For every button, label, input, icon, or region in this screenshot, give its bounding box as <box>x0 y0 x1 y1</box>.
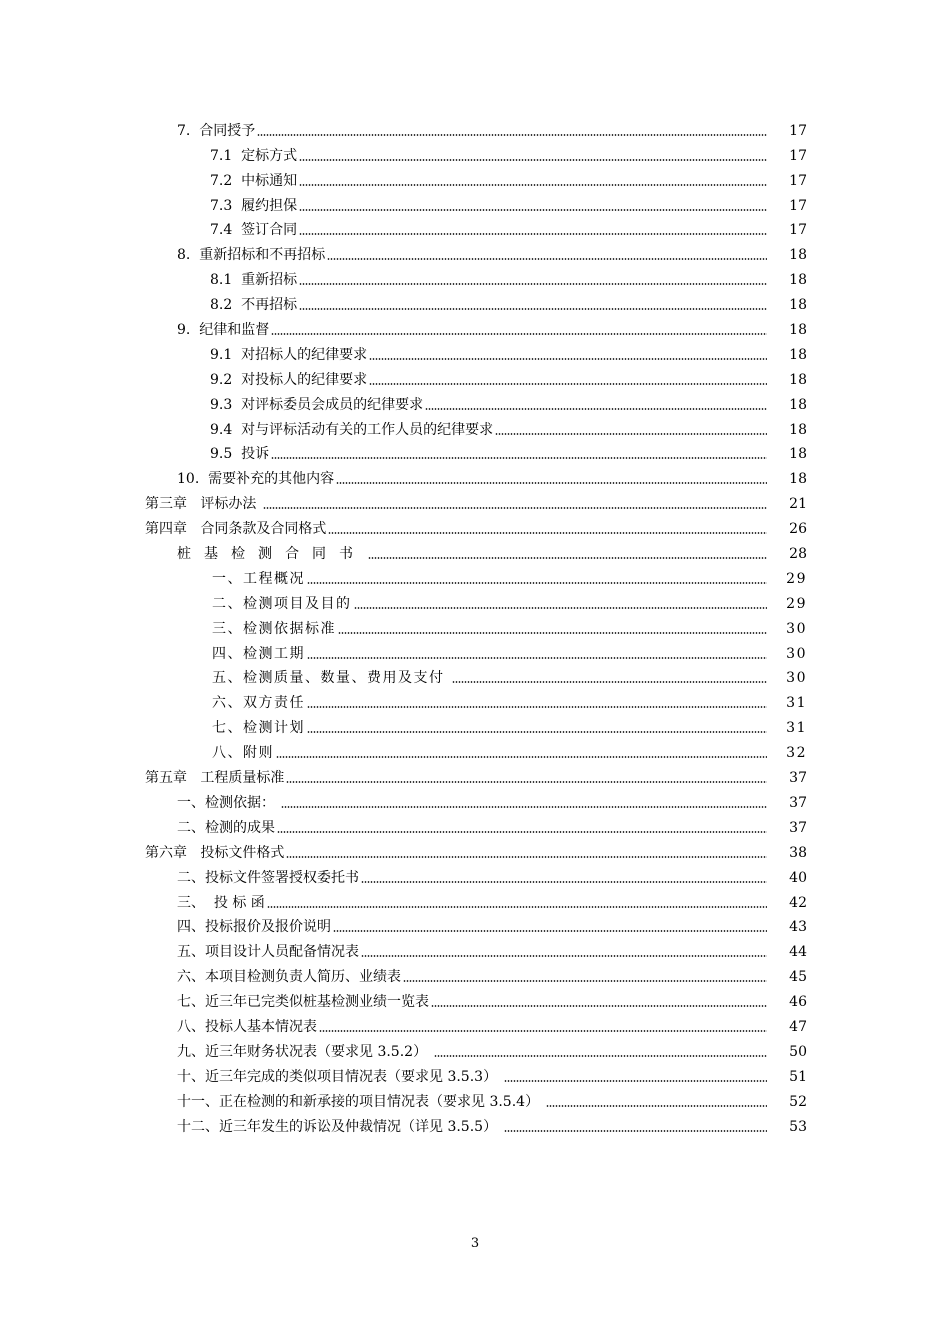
dot-leader <box>434 1055 767 1057</box>
toc-entry[interactable] <box>0 613 950 638</box>
toc-entry-label: 9.4 对与评标活动有关的工作人员的纪律要求 <box>210 421 494 438</box>
toc-entry[interactable] <box>0 439 950 464</box>
toc-entry[interactable] <box>0 289 950 314</box>
dot-leader <box>271 333 767 335</box>
dot-leader <box>338 632 767 634</box>
toc-entry[interactable] <box>0 737 950 762</box>
toc-entry-label: 二、检测项目及目的 <box>212 595 352 612</box>
toc-entry-label: 三、 投 标 函 <box>177 894 265 911</box>
toc-entry-page: 17 <box>789 172 807 189</box>
toc-entry-page: 18 <box>789 396 807 413</box>
toc-entry-page: 18 <box>789 346 807 363</box>
toc-entry[interactable] <box>0 912 950 937</box>
dot-leader <box>299 209 767 211</box>
toc-entry-label: 第四章 合同条款及合同格式 <box>145 521 327 538</box>
toc-entry-label: 9.2 对投标人的纪律要求 <box>210 371 368 388</box>
toc-entry-label: 7. 合同授予 <box>177 122 256 139</box>
toc-entry-label: 二、投标文件签署授权委托书 <box>177 869 359 886</box>
toc-entry-page: 31 <box>786 720 807 737</box>
dot-leader <box>263 507 767 509</box>
toc-entry-label: 二、检测的成果 <box>177 819 275 836</box>
toc-entry[interactable] <box>0 414 950 439</box>
toc-entry[interactable] <box>0 488 950 513</box>
toc-entry-label: 十二、近三年发生的诉讼及仲裁情况（详见 3.5.5） <box>177 1118 502 1135</box>
dot-leader <box>361 955 767 957</box>
toc-entry-page: 42 <box>789 894 807 911</box>
dot-leader <box>319 1030 767 1032</box>
toc-entry[interactable] <box>0 862 950 887</box>
toc-entry-label: 8. 重新招标和不再招标 <box>177 247 326 264</box>
dot-leader <box>403 980 767 982</box>
toc-entry[interactable] <box>0 687 950 712</box>
toc-entry-page: 37 <box>789 770 807 787</box>
toc-entry-page: 29 <box>786 570 807 587</box>
toc-entry-label: 四、检测工期 <box>212 645 305 662</box>
toc-entry[interactable] <box>0 986 950 1011</box>
dot-leader <box>354 607 768 609</box>
toc-entry-page: 29 <box>786 595 807 612</box>
toc-entry[interactable] <box>0 239 950 264</box>
toc-entry-label: 7.1 定标方式 <box>210 147 298 164</box>
toc-entry[interactable] <box>0 264 950 289</box>
toc-entry[interactable] <box>0 887 950 912</box>
dot-leader <box>299 308 767 310</box>
toc-entry-page: 50 <box>789 1043 807 1060</box>
dot-leader <box>299 233 767 235</box>
toc-entry-label: 十一、正在检测的和新承接的项目情况表（要求见 3.5.4） <box>177 1093 544 1110</box>
toc-entry-page: 18 <box>789 272 807 289</box>
toc-entry[interactable] <box>0 463 950 488</box>
toc-entry[interactable] <box>0 140 950 165</box>
toc-entry-label: 一、工程概况 <box>212 570 305 587</box>
toc-entry-label: 六、双方责任 <box>212 695 305 712</box>
toc-entry-page: 46 <box>789 994 807 1011</box>
toc-entry-page: 18 <box>789 371 807 388</box>
toc-entry-label: 七、检测计划 <box>212 720 305 737</box>
toc-entry-page: 30 <box>786 620 807 637</box>
dot-leader <box>299 159 767 161</box>
dot-leader <box>257 134 767 136</box>
toc-entry[interactable] <box>0 1036 950 1061</box>
toc-entry[interactable] <box>0 513 950 538</box>
toc-entry[interactable] <box>0 538 950 563</box>
toc-entry-label: 八、投标人基本情况表 <box>177 1018 317 1035</box>
dot-leader <box>368 557 767 559</box>
toc-entry-page: 51 <box>789 1068 807 1085</box>
toc-entry-page: 18 <box>789 471 807 488</box>
toc-entry[interactable] <box>0 364 950 389</box>
toc-entry[interactable] <box>0 339 950 364</box>
toc-entry-label: 8.1 重新招标 <box>210 272 298 289</box>
toc-entry-page: 17 <box>789 147 807 164</box>
toc-entry-label: 六、本项目检测负责人简历、业绩表 <box>177 969 401 986</box>
toc-entry-label: 一、检测依据： <box>177 794 280 811</box>
table-of-contents <box>0 115 950 1136</box>
dot-leader <box>277 831 767 833</box>
toc-entry[interactable] <box>0 1011 950 1036</box>
toc-entry-label: 9.1 对招标人的纪律要求 <box>210 346 368 363</box>
toc-entry-label: 第五章 工程质量标准 <box>145 770 285 787</box>
toc-entry[interactable] <box>0 215 950 240</box>
toc-entry-label: 九、近三年财务状况表（要求见 3.5.2） <box>177 1043 432 1060</box>
toc-entry-page: 21 <box>789 496 807 513</box>
dot-leader <box>328 532 767 534</box>
toc-entry-page: 53 <box>789 1118 807 1135</box>
toc-entry-page: 18 <box>789 446 807 463</box>
dot-leader <box>267 906 767 908</box>
toc-entry[interactable] <box>0 663 950 688</box>
toc-entry-label: 十、近三年完成的类似项目情况表（要求见 3.5.3） <box>177 1068 502 1085</box>
toc-entry[interactable] <box>0 389 950 414</box>
dot-leader <box>369 358 767 360</box>
toc-entry-page: 47 <box>789 1018 807 1035</box>
dot-leader <box>336 482 767 484</box>
toc-entry-label: 五、检测质量、数量、费用及支付 <box>212 670 451 687</box>
toc-entry-page: 32 <box>786 745 807 762</box>
toc-entry[interactable] <box>0 314 950 339</box>
toc-entry[interactable] <box>0 1111 950 1136</box>
dot-leader <box>504 1130 767 1132</box>
toc-entry[interactable] <box>0 588 950 613</box>
dot-leader <box>307 731 767 733</box>
toc-entry-label: 9. 纪律和监督 <box>177 322 270 339</box>
dot-leader <box>495 433 767 435</box>
toc-entry[interactable] <box>0 787 950 812</box>
toc-entry-page: 18 <box>789 322 807 339</box>
dot-leader <box>504 1080 767 1082</box>
toc-entry-label: 八、附则 <box>212 745 274 762</box>
toc-entry-page: 43 <box>789 919 807 936</box>
toc-entry-page: 17 <box>789 197 807 214</box>
toc-entry[interactable] <box>0 165 950 190</box>
toc-entry-label: 第三章 评标办法 <box>145 496 261 513</box>
toc-entry[interactable] <box>0 762 950 787</box>
dot-leader <box>546 1105 767 1107</box>
toc-entry[interactable] <box>0 1086 950 1111</box>
dot-leader <box>299 184 767 186</box>
toc-entry[interactable] <box>0 961 950 986</box>
toc-entry[interactable] <box>0 190 950 215</box>
toc-entry[interactable] <box>0 563 950 588</box>
toc-entry-page: 45 <box>789 969 807 986</box>
toc-entry-label: 四、投标报价及报价说明 <box>177 919 331 936</box>
toc-entry-label: 7.2 中标通知 <box>210 172 298 189</box>
dot-leader <box>286 856 767 858</box>
dot-leader <box>299 283 767 285</box>
dot-leader <box>276 756 767 758</box>
dot-leader <box>369 383 767 385</box>
page-number: 3 <box>470 1236 480 1251</box>
toc-entry-page: 40 <box>789 869 807 886</box>
toc-entry-page: 37 <box>789 819 807 836</box>
toc-entry[interactable] <box>0 936 950 961</box>
toc-entry-page: 52 <box>789 1093 807 1110</box>
toc-entry-page: 26 <box>789 521 807 538</box>
toc-entry-page: 28 <box>789 546 807 563</box>
toc-entry[interactable] <box>0 837 950 862</box>
toc-entry-page: 44 <box>789 944 807 961</box>
toc-entry-page: 37 <box>789 794 807 811</box>
dot-leader <box>327 258 767 260</box>
toc-entry-page: 18 <box>789 247 807 264</box>
toc-entry[interactable] <box>0 712 950 737</box>
toc-entry-label: 9.5 投诉 <box>210 446 270 463</box>
toc-entry-page: 30 <box>786 670 807 687</box>
dot-leader <box>452 681 767 683</box>
dot-leader <box>286 781 767 783</box>
toc-entry-label: 9.3 对评标委员会成员的纪律要求 <box>210 396 424 413</box>
toc-entry-page: 17 <box>789 122 807 139</box>
toc-entry-label: 第六章 投标文件格式 <box>145 844 285 861</box>
toc-entry[interactable] <box>0 1061 950 1086</box>
dot-leader <box>307 657 767 659</box>
dot-leader <box>425 408 767 410</box>
toc-entry-label: 七、近三年已完类似桩基检测业绩一览表 <box>177 994 429 1011</box>
toc-entry-label: 10. 需要补充的其他内容 <box>177 471 335 488</box>
toc-entry-page: 18 <box>789 421 807 438</box>
toc-entry-label: 7.4 签订合同 <box>210 222 298 239</box>
toc-entry[interactable] <box>0 812 950 837</box>
toc-entry-page: 31 <box>786 695 807 712</box>
dot-leader <box>307 582 767 584</box>
dot-leader <box>307 706 767 708</box>
toc-entry-label: 桩基检测合同书 <box>177 546 366 563</box>
toc-entry[interactable] <box>0 115 950 140</box>
toc-entry-page: 30 <box>786 645 807 662</box>
toc-entry[interactable] <box>0 638 950 663</box>
toc-entry-page: 17 <box>789 222 807 239</box>
toc-entry-label: 8.2 不再招标 <box>210 297 298 314</box>
toc-entry-label: 三、检测依据标准 <box>212 620 336 637</box>
dot-leader <box>271 457 767 459</box>
dot-leader <box>333 930 767 932</box>
toc-entry-label: 五、项目设计人员配备情况表 <box>177 944 359 961</box>
dot-leader <box>281 806 767 808</box>
toc-entry-page: 38 <box>789 844 807 861</box>
toc-entry-label: 7.3 履约担保 <box>210 197 298 214</box>
dot-leader <box>361 881 767 883</box>
dot-leader <box>431 1005 767 1007</box>
toc-entry-page: 18 <box>789 297 807 314</box>
